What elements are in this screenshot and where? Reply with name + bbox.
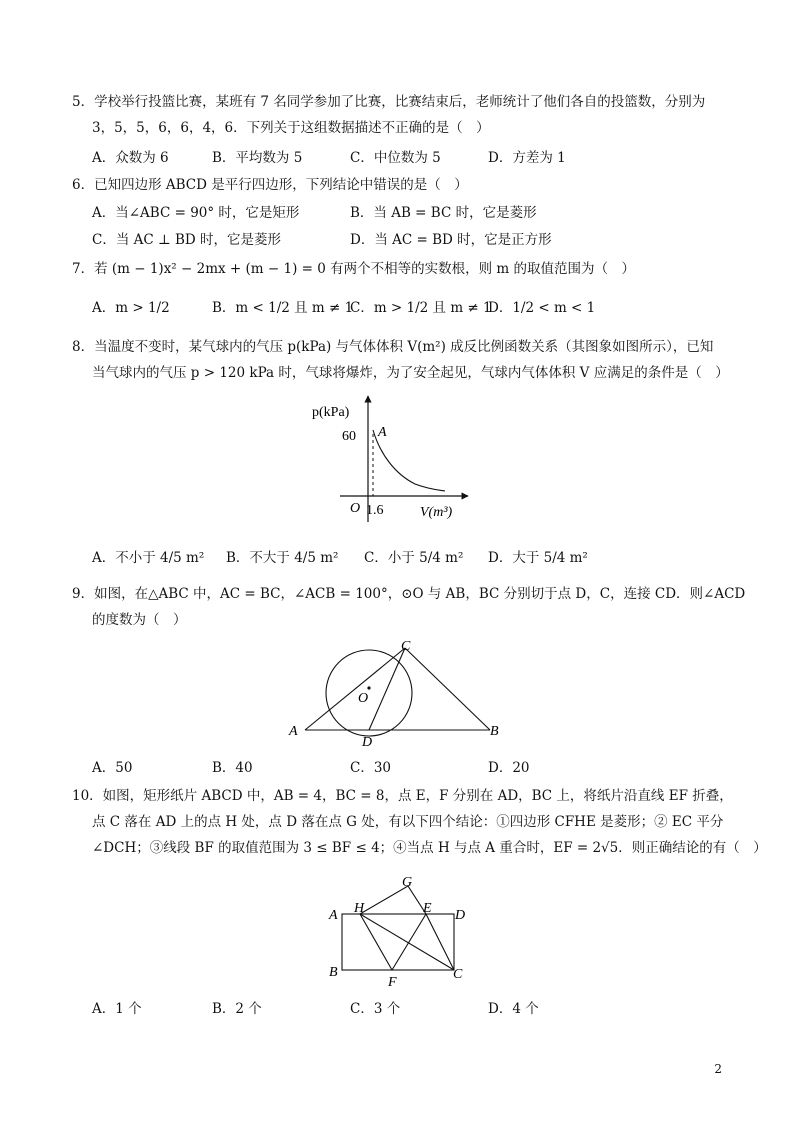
question-10 xyxy=(72,783,767,861)
q7-line-1: 7．若 (m − 1)x² − 2mx + (m − 1) = 0 有两个不相等的实数根，则 m 的取值范围为（ ） xyxy=(72,261,635,277)
q10-line-3: ∠DCH；③线段 BF 的取值范围为 3 ≤ BF ≤ 4；④当点 H 与点 A 重合时，EF = 2√5．则正确结论的有（ ） xyxy=(92,840,767,856)
q6-options-row-2 xyxy=(92,227,732,253)
q9-label-c: C xyxy=(401,639,411,654)
q8-y-axis-label: p(kPa) xyxy=(312,405,350,420)
q10-segment-hg xyxy=(360,886,408,914)
q7-option-b[interactable]: B．m < 1/2 且 m ≠ 1 xyxy=(212,300,354,316)
q6-option-b[interactable]: B．当 AB = BC 时，它是菱形 xyxy=(350,205,537,221)
q8-point-label: A xyxy=(378,425,387,440)
q10-label-f: F xyxy=(388,975,397,990)
q10-label-g: G xyxy=(402,875,413,890)
q5-option-c[interactable]: C．中位数为 5 xyxy=(350,150,441,166)
q5-line-1: 5．学校举行投篮比赛，某班有 7 名同学参加了比赛，比赛结束后，老师统计了他们各自的投篮数，分别为 xyxy=(72,94,706,110)
q8-origin-label: O xyxy=(350,501,361,516)
q6-options-row-1 xyxy=(92,200,732,226)
question-7 xyxy=(72,256,732,282)
q10-option-c[interactable]: C．3 个 xyxy=(350,1001,401,1017)
q9-option-d[interactable]: D．20 xyxy=(488,760,530,776)
q8-inverse-function-graph xyxy=(300,392,490,527)
q5-line-2: 3，5，5，6，6，4，6．下列关于这组数据描述不正确的是（ ） xyxy=(92,120,490,136)
q10-segment-ef xyxy=(392,914,426,970)
question-9 xyxy=(72,581,746,633)
q8-option-a[interactable]: A．不小于 4/5 m² xyxy=(92,550,205,566)
q8-x-tick-label: 1.6 xyxy=(366,503,384,518)
q10-option-b[interactable]: B．2 个 xyxy=(212,1001,262,1017)
q10-label-c: C xyxy=(453,967,463,982)
q10-option-d[interactable]: D．4 个 xyxy=(488,1001,539,1017)
q8-option-b[interactable]: B．不大于 4/5 m² xyxy=(226,550,339,566)
q5-option-a[interactable]: A．众数为 6 xyxy=(92,150,169,166)
q6-option-a[interactable]: A．当∠ABC = 90° 时，它是矩形 xyxy=(92,205,300,221)
q9-label-o: O xyxy=(358,691,369,706)
q5-option-d[interactable]: D．方差为 1 xyxy=(488,150,566,166)
q9-segment-cd xyxy=(369,648,405,730)
q9-options xyxy=(92,755,732,781)
q8-x-axis-label: V(m³) xyxy=(420,505,453,520)
q8-options xyxy=(92,545,732,571)
q9-triangle-circle-figure xyxy=(285,636,510,751)
q10-label-d: D xyxy=(455,908,466,923)
q7-option-a[interactable]: A．m > 1/2 xyxy=(92,300,170,316)
q6-line-1: 6．已知四边形 ABCD 是平行四边形，下列结论中错误的是（ ） xyxy=(72,177,468,193)
q5-option-b[interactable]: B．平均数为 5 xyxy=(212,150,303,166)
q10-line-1: 10．如图，矩形纸片 ABCD 中，AB = 4，BC = 8，点 E，F 分别在 AD，BC 上，将纸片沿直线 EF 折叠， xyxy=(72,788,733,804)
q10-option-a[interactable]: A．1 个 xyxy=(92,1001,142,1017)
question-8 xyxy=(72,334,732,386)
q10-folded-rectangle-figure xyxy=(322,872,472,990)
q9-line-2: 的度数为（ ） xyxy=(92,612,187,628)
q10-label-h: H xyxy=(354,901,365,916)
q8-y-tick-label: 60 xyxy=(342,429,356,444)
q10-label-a: A xyxy=(329,908,338,923)
q8-option-c[interactable]: C．小于 5/4 m² xyxy=(364,550,464,566)
q7-option-d[interactable]: D．1/2 < m < 1 xyxy=(488,300,596,316)
q10-rectangle-abcd xyxy=(342,914,454,970)
q8-line-1: 8．当温度不变时，某气球内的气压 p(kPa) 与气体体积 V(m²) 成反比例函数关系（其图象如图所示），已知 xyxy=(72,339,714,355)
question-5 xyxy=(72,89,732,141)
q8-option-d[interactable]: D．大于 5/4 m² xyxy=(488,550,588,566)
q9-segment-bc xyxy=(405,648,490,730)
q9-option-b[interactable]: B．40 xyxy=(212,760,253,776)
q5-options xyxy=(92,145,732,171)
q6-option-d[interactable]: D．当 AC = BD 时，它是正方形 xyxy=(350,232,552,248)
q9-center-dot xyxy=(367,686,370,689)
q10-line-2: 点 C 落在 AD 上的点 H 处，点 D 落在点 G 处，有以下四个结论：①四边形 CFHE 是菱形；② EC 平分 xyxy=(92,814,724,830)
q8-line-2: 当气球内的气压 p > 120 kPa 时，气球将爆炸，为了安全起见，气球内气体体积 V 应满足的条件是（ ） xyxy=(92,365,729,381)
page-number: 2 xyxy=(714,1062,722,1076)
q9-circle-o xyxy=(326,650,412,736)
q7-options xyxy=(92,295,732,321)
question-6 xyxy=(72,172,732,198)
q10-label-b: B xyxy=(329,965,338,980)
q7-option-c[interactable]: C．m > 1/2 且 m ≠ 1 xyxy=(350,300,492,316)
q10-segment-hf xyxy=(360,914,392,970)
q9-option-a[interactable]: A．50 xyxy=(92,760,133,776)
q10-label-e: E xyxy=(423,901,432,916)
q9-label-d: D xyxy=(362,735,373,750)
q10-options xyxy=(92,996,732,1022)
q9-option-c[interactable]: C．30 xyxy=(350,760,392,776)
q9-label-a: A xyxy=(289,724,298,739)
q9-label-b: B xyxy=(490,724,499,739)
q6-option-c[interactable]: C．当 AC ⊥ BD 时，它是菱形 xyxy=(92,232,282,248)
q9-line-1: 9．如图，在△ABC 中，AC = BC，∠ACB = 100°，⊙O 与 AB，BC 分别切于点 D，C，连接 CD．则∠ACD xyxy=(72,586,746,602)
q9-segment-ac xyxy=(305,648,405,730)
